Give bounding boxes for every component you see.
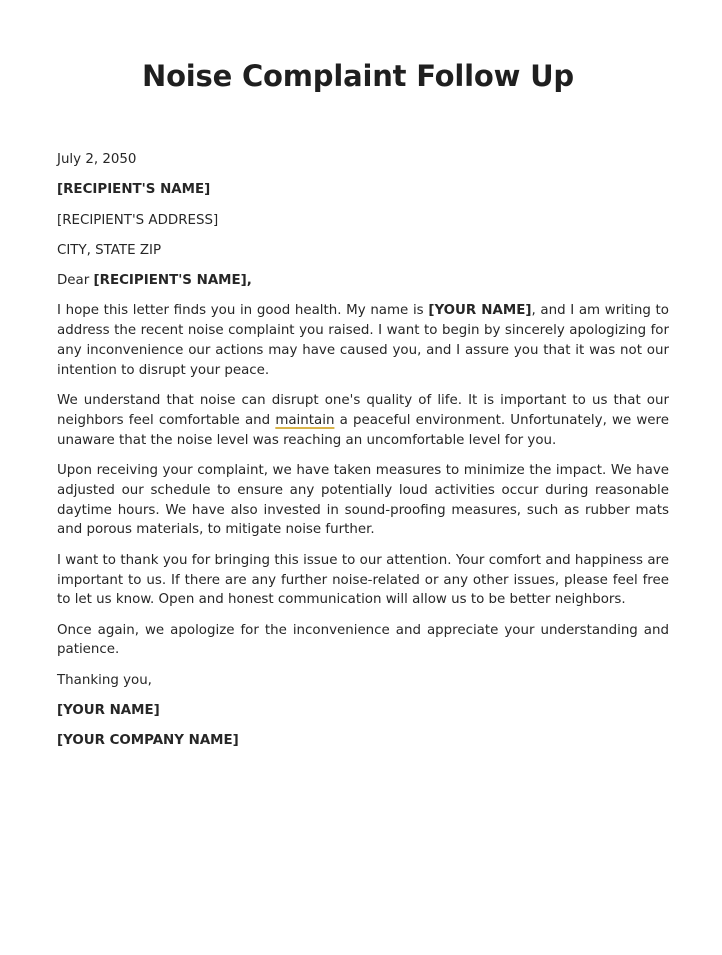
closing-line: Thanking you, <box>57 672 152 688</box>
paragraph-apology: Once again, we apologize for the inconvenience and appreciate your understanding and patience. <box>57 622 669 658</box>
paragraph1-before: I hope this letter finds you in good health. My name is <box>57 303 429 319</box>
signature-company: [YOUR COMPANY NAME] <box>57 733 239 749</box>
paragraph-understanding <box>57 391 669 450</box>
paragraph1-your-name: [YOUR NAME] <box>428 303 532 319</box>
letter-date: July 2, 2050 <box>57 152 137 167</box>
spellcheck-flagged-word: maintain <box>275 412 335 428</box>
paragraph-introduction <box>57 301 669 380</box>
city-state-zip: CITY, STATE ZIP <box>57 242 162 258</box>
paragraph2-after: a peaceful environment. Unfortunately, we were unaware that the noise level was reaching an uncomfortable level for you. <box>57 412 669 448</box>
salutation-name: [RECIPIENT'S NAME], <box>93 273 252 289</box>
paragraph2-before: We understand that noise can disrupt one's quality of life. It is important to us that our neighbors feel comfortable and <box>57 393 669 428</box>
paragraph-thanks: I want to thank you for bringing this issue to our attention. Your comfort and happiness are important to us. If there are any further noise-related or any other issues, please feel free to let us know. Open and honest communication will allow us to be better neighbors. <box>57 552 669 608</box>
recipient-address: [RECIPIENT'S ADDRESS] <box>57 212 219 228</box>
paragraph-measures: Upon receiving your complaint, we have taken measures to minimize the impact. We have adjusted our schedule to ensure any potentially loud activities occur during reasonable daytime hours. We have also invested in sound-proofing measures, such as rubber mats and porous materials, to mitigate noise further. <box>57 463 669 538</box>
salutation <box>57 271 669 291</box>
letter-body <box>57 150 669 762</box>
signature-name: [YOUR NAME] <box>57 703 160 719</box>
recipient-name: [RECIPIENT'S NAME] <box>57 182 211 198</box>
salutation-prefix: Dear <box>57 273 94 289</box>
paragraph1-after: , and I am writing to address the recent noise complaint you raised. I want to begin by sincerely apologizing for any inconvenience our actions may have caused you, and I assure you that it was not our intention to disrupt your peace. <box>57 303 669 378</box>
document-title: Noise Complaint Follow Up <box>142 59 574 93</box>
